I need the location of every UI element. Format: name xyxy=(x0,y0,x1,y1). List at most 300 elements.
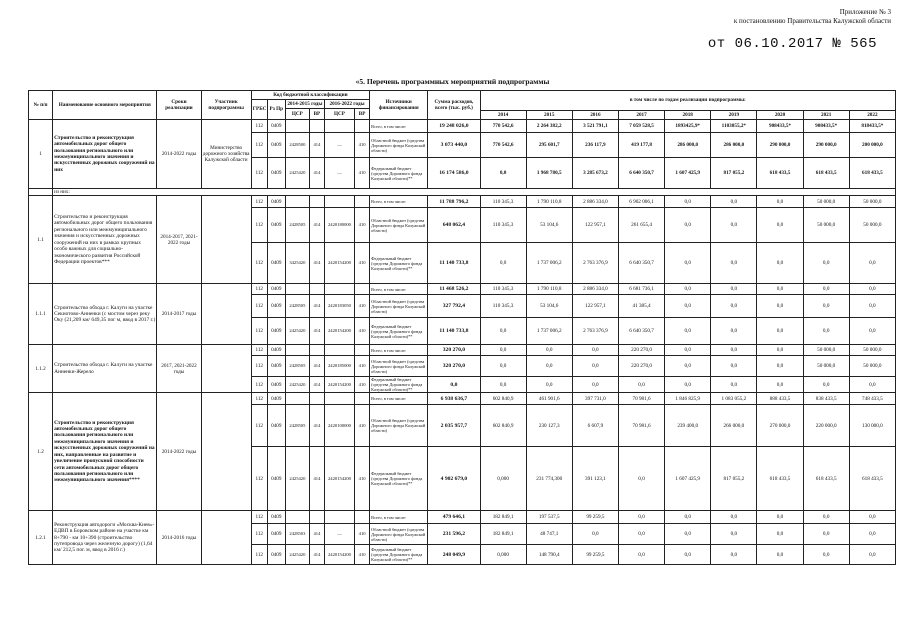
funding-source: Всего, в том числе: xyxy=(370,120,428,133)
year-amount: 0,0 xyxy=(803,511,849,524)
vr-code-2014-2015: 414 xyxy=(309,377,324,393)
csr-code-2014-2015: 2425420 xyxy=(285,318,309,345)
year-amount: 1 607 425,9 xyxy=(665,158,711,189)
year-amount: 182 849,1 xyxy=(480,511,526,524)
year-amount: 236 117,9 xyxy=(572,133,618,158)
vr-code-2016-2022: 410 xyxy=(355,158,370,189)
col-header-year: 2016 xyxy=(572,111,618,120)
vr-code-2016-2022 xyxy=(355,284,370,295)
year-amount: 122 957,1 xyxy=(572,295,618,318)
year-amount: 618 433,5 xyxy=(849,447,895,511)
year-amount: 0,0 xyxy=(849,295,895,318)
csr-code-2016-2022: 2420100000 xyxy=(324,405,354,447)
year-amount: 0,0 xyxy=(757,524,803,545)
funding-source: Федеральный бюджет (средства Дорожного фонда Калужской области)** xyxy=(370,318,428,345)
year-amount: 0,0 xyxy=(803,524,849,545)
year-amount: 41 385,4 xyxy=(618,295,664,318)
rzpr-code: 0409 xyxy=(267,524,285,545)
year-amount: 1 737 006,2 xyxy=(526,318,572,345)
year-amount: 0,0 xyxy=(480,356,526,377)
year-amount: 220 270,0 xyxy=(618,345,664,356)
col-header-vr-2: ВР xyxy=(355,109,370,120)
year-amount: 618 433,5 xyxy=(757,158,803,189)
funding-source: Областной бюджет (средства Дорожного фонда Калужской области) xyxy=(370,405,428,447)
vr-code-2016-2022: 410 xyxy=(355,356,370,377)
year-amount: 0,0 xyxy=(849,243,895,284)
year-amount: 0,000 xyxy=(480,545,526,565)
csr-code-2016-2022: 2420154200 xyxy=(324,243,354,284)
rzpr-code: 0409 xyxy=(267,208,285,243)
year-amount: 0,0 xyxy=(711,511,757,524)
total-amount: 19 248 026,0 xyxy=(428,120,480,133)
year-amount: 220 000,0 xyxy=(803,405,849,447)
activity-terms: 2014-2016 годы xyxy=(157,511,201,565)
col-header-name: Наименование основного мероприятия xyxy=(53,91,157,120)
year-amount: 0,0 xyxy=(757,345,803,356)
rzpr-code: 0409 xyxy=(267,356,285,377)
year-amount: 748 433,5 xyxy=(849,393,895,405)
year-amount: 0,0 xyxy=(711,545,757,565)
csr-code-2016-2022 xyxy=(324,345,354,356)
table-row xyxy=(29,345,896,356)
year-amount: 231 774,300 xyxy=(526,447,572,511)
year-amount: 0,0 xyxy=(711,345,757,356)
year-amount: 0,0 xyxy=(711,243,757,284)
col-header-total: Сумма расходов, всего (тыс. руб.) xyxy=(428,91,480,120)
row-number: 1.1 xyxy=(29,196,53,284)
table-row xyxy=(29,196,896,208)
rzpr-code: 0409 xyxy=(267,318,285,345)
rzpr-code: 0409 xyxy=(267,133,285,158)
total-amount: 320 270,0 xyxy=(428,356,480,377)
year-amount: 0,0 xyxy=(757,196,803,208)
year-amount: 391 123,1 xyxy=(572,447,618,511)
grbs-code: 112 xyxy=(251,196,267,208)
rzpr-code: 0409 xyxy=(267,447,285,511)
year-amount: 618 433,5 xyxy=(803,158,849,189)
year-amount: 0,0 xyxy=(711,377,757,393)
total-amount: 3 073 440,0 xyxy=(428,133,480,158)
col-header-year: 2017 xyxy=(618,111,664,120)
row-number: 1.2 xyxy=(29,393,53,511)
col-header-year: 2015 xyxy=(526,111,572,120)
csr-code-2016-2022 xyxy=(324,511,354,524)
year-amount: 0,0 xyxy=(711,318,757,345)
year-amount: 0,0 xyxy=(803,377,849,393)
activity-terms: 2017, 2021-2022 годы xyxy=(157,345,201,393)
rzpr-code: 0409 xyxy=(267,377,285,393)
year-amount: 0,0 xyxy=(711,196,757,208)
year-amount: 70 981,6 xyxy=(618,405,664,447)
year-amount: 110 345,3 xyxy=(480,196,526,208)
year-amount: 0,0 xyxy=(618,524,664,545)
vr-code-2016-2022: 410 xyxy=(355,318,370,345)
csr-code-2016-2022: 2420154200 xyxy=(324,447,354,511)
year-amount: 0,0 xyxy=(803,243,849,284)
year-amount: 50 000,0 xyxy=(803,345,849,356)
year-amount: 6 640 350,7 xyxy=(618,318,664,345)
year-amount: 50 000,0 xyxy=(849,345,895,356)
funding-source: Федеральный бюджет (средства Дорожного фонда Калужской области)** xyxy=(370,158,428,189)
total-amount: 6 938 636,7 xyxy=(428,393,480,405)
rzpr-code: 0409 xyxy=(267,158,285,189)
funding-source: Областной бюджет (средства Дорожного фонда Калужской области) xyxy=(370,295,428,318)
year-amount: 461 901,6 xyxy=(526,393,572,405)
grbs-code: 112 xyxy=(251,511,267,524)
year-amount: 286 000,0 xyxy=(665,133,711,158)
year-amount: 6 640 350,7 xyxy=(618,158,664,189)
table-caption: «5. Перечень программных мероприятий подпрограммы xyxy=(355,77,550,86)
year-amount: 295 601,7 xyxy=(526,133,572,158)
csr-code-2016-2022: 2420180000 xyxy=(324,208,354,243)
grbs-code: 112 xyxy=(251,356,267,377)
csr-code-2014-2015: 2428505 xyxy=(285,295,309,318)
year-amount: 0,0 xyxy=(665,511,711,524)
vr-code-2014-2015: 414 xyxy=(309,545,324,565)
vr-code-2014-2015 xyxy=(309,511,324,524)
year-amount: 261 655,4 xyxy=(618,208,664,243)
year-amount: 0,0 xyxy=(618,545,664,565)
vr-code-2016-2022: 410 xyxy=(355,447,370,511)
year-amount: 0,0 xyxy=(526,356,572,377)
vr-code-2014-2015: 414 xyxy=(309,318,324,345)
year-amount: 290 000,0 xyxy=(803,133,849,158)
year-amount: 0,0 xyxy=(803,318,849,345)
year-amount: 148 790,4 xyxy=(526,545,572,565)
grbs-code: 112 xyxy=(251,208,267,243)
vr-code-2014-2015 xyxy=(309,120,324,133)
year-amount: 0,0 xyxy=(572,356,618,377)
csr-code-2016-2022: 2420154200 xyxy=(324,377,354,393)
year-amount: 6 681 736,1 xyxy=(618,284,664,295)
year-amount: 6 902 006,1 xyxy=(618,196,664,208)
row-number xyxy=(29,189,53,196)
year-amount: 0,0 xyxy=(618,511,664,524)
year-amount: 50 000,0 xyxy=(803,356,849,377)
year-amount: 0,0 xyxy=(665,345,711,356)
funding-source: Всего, в том числе: xyxy=(370,511,428,524)
grbs-code: 112 xyxy=(251,377,267,393)
year-amount: 270 000,0 xyxy=(757,405,803,447)
vr-code-2014-2015 xyxy=(309,196,324,208)
csr-code-2014-2015 xyxy=(285,511,309,524)
year-amount: 0,0 xyxy=(849,511,895,524)
col-header-source: Источники финансирования xyxy=(370,91,428,120)
year-amount: 220 270,0 xyxy=(618,356,664,377)
funding-source: Всего, в том числе: xyxy=(370,196,428,208)
year-amount: 1 968 780,5 xyxy=(526,158,572,189)
year-amount: 70 981,6 xyxy=(618,393,664,405)
activity-terms: 2014-2022 годы xyxy=(157,393,201,511)
rzpr-code: 0409 xyxy=(267,284,285,295)
table-row xyxy=(29,393,896,405)
activity-name: Реконструкция автодороги «Москва-Киев»-ЕДВП в Боровском районе на участке км 8+790 - км 10+390 (строительство путепровода через железную дорогу) (1,64 км/ 212,5 пог. м, ввод в 2016 г.) xyxy=(53,511,157,565)
grbs-code: 112 xyxy=(251,243,267,284)
table-row xyxy=(29,120,896,133)
vr-code-2014-2015 xyxy=(309,393,324,405)
csr-code-2014-2015: 2428505 xyxy=(285,356,309,377)
vr-code-2016-2022: 410 xyxy=(355,208,370,243)
vr-code-2016-2022: 410 xyxy=(355,243,370,284)
year-amount: 0,0 xyxy=(526,377,572,393)
year-amount: 1 790 110,8 xyxy=(526,196,572,208)
year-amount: 1893425,9* xyxy=(665,120,711,133)
csr-code-2016-2022 xyxy=(324,120,354,133)
col-header-terms: Сроки реализации xyxy=(157,91,201,120)
activity-name: Строительство и реконструкция автомобильных дорог общего пользования регионального или межмуниципального значения и искусственных дорожных сооружений на них в рамках крупных особо важных для социально-экономического развития Российской Федерации проектов*** xyxy=(53,196,157,284)
csr-code-2016-2022: 2420185000 xyxy=(324,356,354,377)
csr-code-2014-2015 xyxy=(285,196,309,208)
year-amount: 770 542,6 xyxy=(480,120,526,133)
csr-code-2016-2022 xyxy=(324,196,354,208)
csr-code-2014-2015: 2428505 xyxy=(285,405,309,447)
year-amount: 197 537,5 xyxy=(526,511,572,524)
col-header-budget-code: Код бюджетной классификации xyxy=(251,91,369,100)
year-amount: 110 345,3 xyxy=(480,284,526,295)
total-amount: 4 902 679,0 xyxy=(428,447,480,511)
year-amount: 286 000,0 xyxy=(711,133,757,158)
year-amount: 618 433,5 xyxy=(757,447,803,511)
year-amount: 0,000 xyxy=(480,447,526,511)
year-amount: 0,0 xyxy=(849,545,895,565)
rzpr-code: 0409 xyxy=(267,243,285,284)
vr-code-2016-2022 xyxy=(355,120,370,133)
csr-code-2014-2015 xyxy=(285,393,309,405)
year-amount: 50 000,0 xyxy=(849,196,895,208)
csr-code-2014-2015: 2428500 xyxy=(285,133,309,158)
grbs-code: 112 xyxy=(251,345,267,356)
total-amount: 320 270,0 xyxy=(428,345,480,356)
year-amount: 2 264 382,2 xyxy=(526,120,572,133)
year-amount: 770 542,6 xyxy=(480,133,526,158)
total-amount: 327 792,4 xyxy=(428,295,480,318)
rzpr-code: 0409 xyxy=(267,345,285,356)
csr-code-2014-2015 xyxy=(285,120,309,133)
year-amount: 290 000,0 xyxy=(757,133,803,158)
vr-code-2014-2015 xyxy=(309,284,324,295)
year-amount: 0,0 xyxy=(757,511,803,524)
year-amount: 817 055,2 xyxy=(711,158,757,189)
year-amount: 1103055,2* xyxy=(711,120,757,133)
year-amount: 908433,5* xyxy=(757,120,803,133)
year-amount: 0,0 xyxy=(757,356,803,377)
csr-code-2016-2022: — xyxy=(324,158,354,189)
year-amount: 838 433,5 xyxy=(803,393,849,405)
grbs-code: 112 xyxy=(251,318,267,345)
funding-source: Областной бюджет (средства Дорожного фонда Калужской области) xyxy=(370,524,428,545)
grbs-code: 112 xyxy=(251,158,267,189)
row-number: 1.2.1 xyxy=(29,511,53,565)
csr-code-2016-2022: — xyxy=(324,524,354,545)
year-amount: 0,0 xyxy=(757,545,803,565)
table-body xyxy=(29,120,896,565)
vr-code-2016-2022 xyxy=(355,345,370,356)
csr-code-2016-2022 xyxy=(324,393,354,405)
rzpr-code: 0409 xyxy=(267,511,285,524)
year-amount: 0,0 xyxy=(757,377,803,393)
year-amount: 50 000,0 xyxy=(803,196,849,208)
grbs-code: 112 xyxy=(251,545,267,565)
funding-source: Областной бюджет (средства Дорожного фонда Калужской области) xyxy=(370,208,428,243)
csr-code-2016-2022 xyxy=(324,284,354,295)
funding-source: Всего, в том числе: xyxy=(370,393,428,405)
year-amount: 0,0 xyxy=(849,284,895,295)
year-amount: 2 763 376,9 xyxy=(572,318,618,345)
total-amount: 11 788 796,2 xyxy=(428,196,480,208)
csr-code-2014-2015 xyxy=(285,284,309,295)
year-amount: 0,0 xyxy=(526,345,572,356)
year-amount: 3 521 791,1 xyxy=(572,120,618,133)
grbs-code: 112 xyxy=(251,393,267,405)
year-amount: 110 345,3 xyxy=(480,295,526,318)
activity-participant xyxy=(201,345,251,393)
grbs-code: 112 xyxy=(251,447,267,511)
rzpr-code: 0409 xyxy=(267,545,285,565)
year-amount: 0,0 xyxy=(803,284,849,295)
year-amount: 0,0 xyxy=(665,356,711,377)
total-amount: 248 049,9 xyxy=(428,545,480,565)
funding-source: Всего, в том числе: xyxy=(370,284,428,295)
year-amount: 0,0 xyxy=(849,524,895,545)
vr-code-2014-2015: 414 xyxy=(309,405,324,447)
year-amount: 0,0 xyxy=(480,243,526,284)
year-amount: 230 127,3 xyxy=(526,405,572,447)
year-amount: 0,0 xyxy=(572,524,618,545)
csr-code-2016-2022: 2420154200 xyxy=(324,318,354,345)
year-amount: 0,0 xyxy=(480,345,526,356)
year-amount: 2 886 334,0 xyxy=(572,196,618,208)
col-header-year: 2018 xyxy=(665,111,711,120)
grbs-code: 112 xyxy=(251,120,267,133)
row-number: 1.1.1 xyxy=(29,284,53,345)
activity-name: Строительство обхода г. Калуги на участке Анненки-Жерело xyxy=(53,345,157,393)
rzpr-code: 0409 xyxy=(267,196,285,208)
col-header-year: 2014 xyxy=(480,111,526,120)
total-amount: 648 062,4 xyxy=(428,208,480,243)
year-amount: 0,0 xyxy=(665,284,711,295)
appendix-subtitle: к постановлению Правительства Калужской области xyxy=(733,17,891,25)
year-amount: 0,0 xyxy=(849,377,895,393)
vr-code-2014-2015: 414 xyxy=(309,295,324,318)
activity-name: Строительство и реконструкция автомобильных дорог общего пользования регионального или межмуниципального значения и искусственных дорожных сооружений на них, направленные на развитие и увеличение пропускной способности сети автомобильных дорог общего пользования регионального или межмуниципального значения**** xyxy=(53,393,157,511)
table-row xyxy=(29,189,896,196)
year-amount: 6 640 350,7 xyxy=(618,243,664,284)
year-amount: 266 000,0 xyxy=(711,405,757,447)
year-amount: 0,0 xyxy=(711,284,757,295)
year-amount: 1 737 006,2 xyxy=(526,243,572,284)
rzpr-code: 0409 xyxy=(267,295,285,318)
year-amount: 0,0 xyxy=(665,208,711,243)
csr-code-2016-2022: 2420154200 xyxy=(324,545,354,565)
vr-code-2016-2022: 410 xyxy=(355,295,370,318)
year-amount: 50 000,0 xyxy=(849,356,895,377)
activity-participant xyxy=(201,284,251,345)
year-amount: 0,0 xyxy=(711,295,757,318)
year-amount: 0,0 xyxy=(757,243,803,284)
year-amount: 0,0 xyxy=(480,318,526,345)
col-header-2014-2015: 2014-2015 годы xyxy=(287,100,323,107)
csr-code-2014-2015: 2425420 xyxy=(285,158,309,189)
year-amount: 419 177,8 xyxy=(618,133,664,158)
row-number: 1 xyxy=(29,120,53,189)
year-amount: 0,0 xyxy=(757,318,803,345)
grbs-code: 112 xyxy=(251,524,267,545)
year-amount: 0,0 xyxy=(618,377,664,393)
year-amount: 0,0 xyxy=(572,345,618,356)
year-amount: 53 104,6 xyxy=(526,295,572,318)
year-amount: 0,0 xyxy=(572,377,618,393)
vr-code-2016-2022: 410 xyxy=(355,377,370,393)
activity-terms: 2014-2017, 2021-2022 годы xyxy=(157,196,201,284)
vr-code-2014-2015: 414 xyxy=(309,243,324,284)
funding-source: Федеральный бюджет (средства Дорожного фонда Калужской области)** xyxy=(370,377,428,393)
year-amount: 99 259,5 xyxy=(572,511,618,524)
vr-code-2014-2015: 414 xyxy=(309,356,324,377)
col-header-no: № п/п xyxy=(29,91,53,120)
funding-source: Областной бюджет (средства Дорожного фонда Калужской области) xyxy=(370,133,428,158)
grbs-code: 112 xyxy=(251,295,267,318)
year-amount: 602 840,9 xyxy=(480,405,526,447)
year-amount: 0,0 xyxy=(711,356,757,377)
vr-code-2014-2015: 414 xyxy=(309,133,324,158)
year-amount: 2 886 334,0 xyxy=(572,284,618,295)
total-amount: 11 468 526,2 xyxy=(428,284,480,295)
year-amount: 1 607 425,9 xyxy=(665,447,711,511)
csr-code-2014-2015: 2425420 xyxy=(285,447,309,511)
vr-code-2016-2022: 410 xyxy=(355,133,370,158)
year-amount: 0,0 xyxy=(757,208,803,243)
csr-code-2014-2015 xyxy=(285,345,309,356)
year-amount: 1 790 110,8 xyxy=(526,284,572,295)
year-amount: 618 433,5 xyxy=(803,447,849,511)
activity-participant xyxy=(201,393,251,511)
year-amount: 602 840,9 xyxy=(480,393,526,405)
total-amount: 11 140 733,8 xyxy=(428,243,480,284)
row-number: 1.1.2 xyxy=(29,345,53,393)
vr-code-2016-2022: 410 xyxy=(355,545,370,565)
year-amount: 888 433,5 xyxy=(757,393,803,405)
col-header-year: 2021 xyxy=(803,111,849,120)
vr-code-2016-2022: 410 xyxy=(355,405,370,447)
year-amount: 130 000,0 xyxy=(849,405,895,447)
year-amount: 200 000,0 xyxy=(849,133,895,158)
appendix-note xyxy=(591,8,891,26)
total-amount: 231 596,2 xyxy=(428,524,480,545)
year-amount: 618 433,5 xyxy=(849,158,895,189)
col-header-year: 2019 xyxy=(711,111,757,120)
year-amount: 0,0 xyxy=(803,545,849,565)
funding-source: Федеральный бюджет (средства Дорожного фонда Калужской области)** xyxy=(370,545,428,565)
activity-terms: 2014-2017 годы xyxy=(157,284,201,345)
funding-source: Областной бюджет (средства Дорожного фонда Калужской области) xyxy=(370,356,428,377)
year-amount: 0,0 xyxy=(665,545,711,565)
col-header-year: 2022 xyxy=(849,111,895,120)
csr-code-2014-2015: 3425420 xyxy=(285,243,309,284)
year-amount: 239 400,0 xyxy=(665,405,711,447)
table-row xyxy=(29,284,896,295)
year-amount: 3 285 673,2 xyxy=(572,158,618,189)
year-amount: 0,0 xyxy=(665,243,711,284)
year-amount: 0,0 xyxy=(711,208,757,243)
csr-code-2014-2015: 2425420 xyxy=(285,377,309,393)
year-amount: 0,0 xyxy=(665,377,711,393)
year-amount: 0,0 xyxy=(665,196,711,208)
csr-code-2014-2015: 2425420 xyxy=(285,545,309,565)
funding-source: Федеральный бюджет (средства Дорожного фонда Калужской области)** xyxy=(370,447,428,511)
appendix-title: Приложение № 3 xyxy=(839,8,891,16)
year-amount: 0,0 xyxy=(803,295,849,318)
year-amount: 0,0 xyxy=(665,295,711,318)
